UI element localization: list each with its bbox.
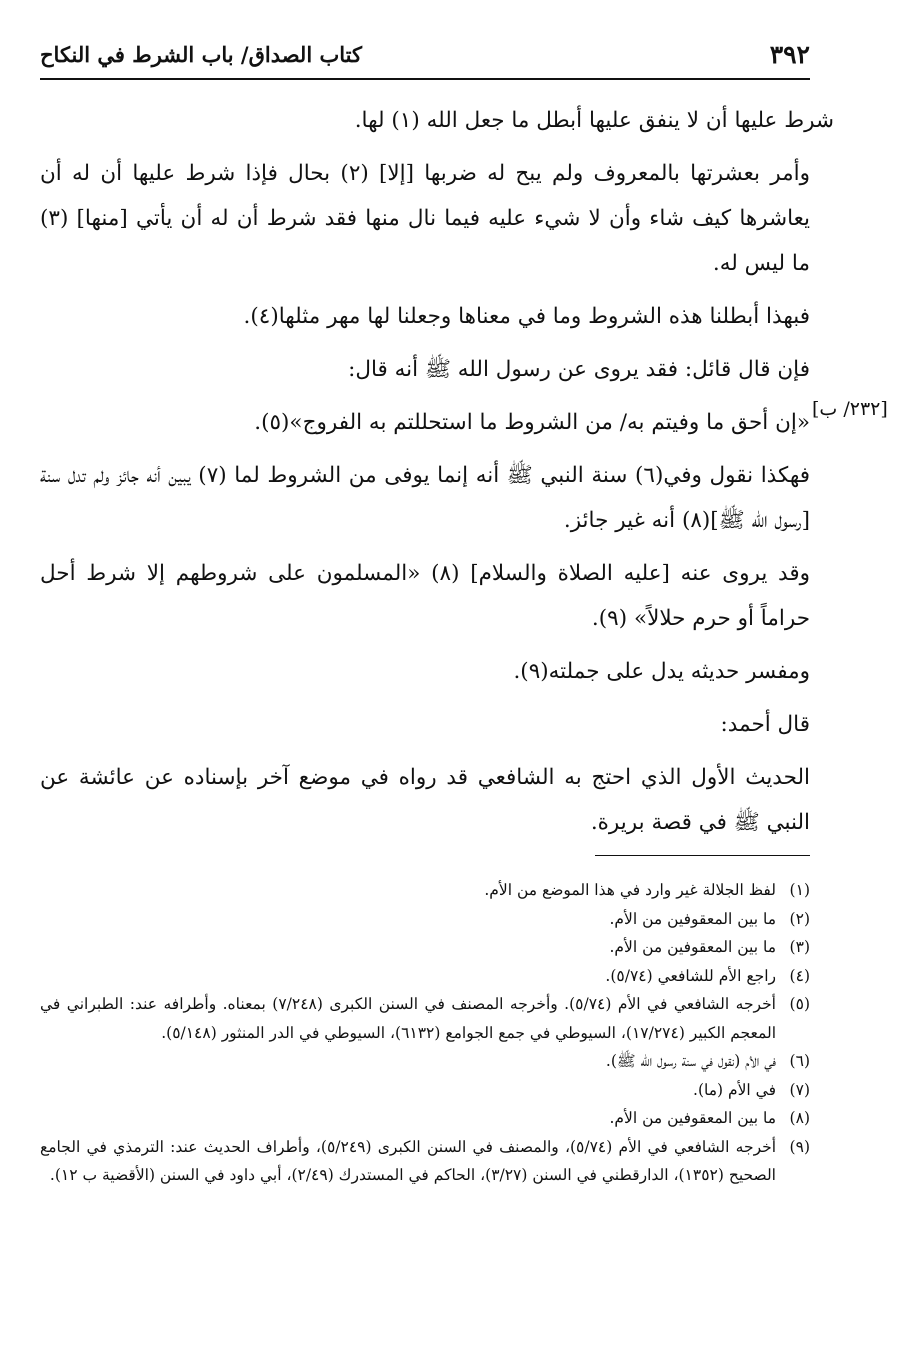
footnote-text: ما بين المعقوفين من الأم. bbox=[609, 938, 776, 956]
paragraph: شرط عليها أن لا ينفق عليها أبطل ما جعل الله (١) لها. bbox=[354, 108, 834, 133]
footnote-text: ما بين المعقوفين من الأم. bbox=[609, 1109, 776, 1127]
footnote bbox=[40, 1104, 810, 1133]
paragraph: قال أحمد: bbox=[720, 712, 810, 737]
footnote-number: (٣) bbox=[789, 938, 810, 956]
footnote-text: لفظ الجلالة غير وارد في هذا الموضع من الأم. bbox=[484, 881, 776, 899]
running-title: كتاب الصداق/ باب الشرط في النكاح bbox=[40, 42, 362, 67]
footnote-number: (٧) bbox=[789, 1080, 810, 1099]
paragraph: «إن أحق ما وفيتم به/ من الشروط ما استحللتم به الفروج»(٥). bbox=[254, 410, 810, 435]
footnote-number: (٤) bbox=[789, 966, 810, 985]
footnote-number: (٨) bbox=[789, 1109, 810, 1127]
page-header bbox=[40, 38, 810, 78]
footnote bbox=[40, 1076, 810, 1105]
footnote bbox=[40, 933, 810, 962]
paragraph: فإن قال قائل: فقد يروى عن رسول الله ﷺ أنه قال: bbox=[348, 357, 810, 382]
footnote bbox=[40, 1047, 810, 1076]
footnote-number: (٩) bbox=[789, 1137, 810, 1156]
footnote-number: (٢) bbox=[789, 909, 810, 928]
footnotes bbox=[40, 876, 810, 1190]
footnote-number: (٥) bbox=[789, 995, 810, 1013]
footnote-number: (٦) bbox=[789, 1052, 810, 1070]
footnote bbox=[40, 876, 810, 905]
paragraph: الحديث الأول الذي احتج به الشافعي قد رواه في موضع آخر بإسناده عن عائشة عن النبي ﷺ في قصة بريرة. bbox=[40, 765, 810, 835]
footnote-separator bbox=[595, 855, 810, 856]
page-number: ٣٩٢ bbox=[769, 40, 810, 69]
margin-folio-note: [٢٣٢/ ب] bbox=[812, 398, 888, 420]
footnote-text: أخرجه الشافعي في الأم (٥/٧٤)، والمصنف في السنن الكبرى (٥/٢٤٩)، وأطراف الحديث عند: الترمذي في الجامع الصحيح (١٣٥٢)، الدارقطني في السنن (٣/٢٧)، الحاكم في المستدرك (٢/٤٩)، أبي داود في السنن (الأقضية ب ١٢). bbox=[40, 1137, 777, 1184]
paragraph: وقد يروى عنه [عليه الصلاة والسلام] (٨) «المسلمون على شروطهم إلا شرط أحل حراماً أو حرم حلالاً» (٩). bbox=[40, 561, 810, 631]
footnote-text: أخرجه الشافعي في الأم (٥/٧٤). وأخرجه المصنف في السنن الكبرى (٧/٢٤٨) بمعناه. وأطرافه عند: الطبراني في المعجم الكبير (١٧/٢٧٤)، السيوطي في جمع الجوامع (٦١٣٢)، السيوطي في الدر المنثور (٥/١٤٨). bbox=[40, 995, 776, 1042]
footnote bbox=[40, 905, 810, 934]
main-text bbox=[40, 98, 834, 853]
footnote-number: (١) bbox=[789, 881, 810, 899]
paragraph: ومفسر حديثه يدل على جملته(٩). bbox=[513, 659, 810, 684]
footnote bbox=[40, 1133, 810, 1190]
paragraph: فبهذا أبطلنا هذه الشروط وما في معناها وجعلنا لها مهر مثلها(٤). bbox=[243, 304, 810, 329]
paragraph: فهكذا نقول وفي(٦) سنة النبي ﷺ أنه إنما يوفى من الشروط لما (٧) يبين أنه جائز ولم تدل سنة [رسول الله ﷺ](٨) أنه غير جائز. bbox=[40, 463, 811, 533]
footnote bbox=[40, 990, 810, 1047]
footnote-text: راجع الأم للشافعي (٥/٧٤). bbox=[605, 966, 776, 985]
paragraph: وأمر بعشرتها بالمعروف ولم يبح له ضربها [إلا] (٢) بحال فإذا شرط عليها أن له أن يعاشرها كيف شاء وأن لا شيء عليه فيما نال منها فقد شرط أن له أن يأتي [منها] (٣) ما ليس له. bbox=[40, 161, 810, 276]
header-rule bbox=[40, 78, 810, 80]
footnote-text: في الأم (ما). bbox=[693, 1080, 776, 1099]
footnote-text: ما بين المعقوفين من الأم. bbox=[609, 909, 776, 928]
footnote-text: في الأم (نقول في سنة رسول الله ﷺ). bbox=[605, 1052, 776, 1070]
footnote bbox=[40, 962, 810, 991]
